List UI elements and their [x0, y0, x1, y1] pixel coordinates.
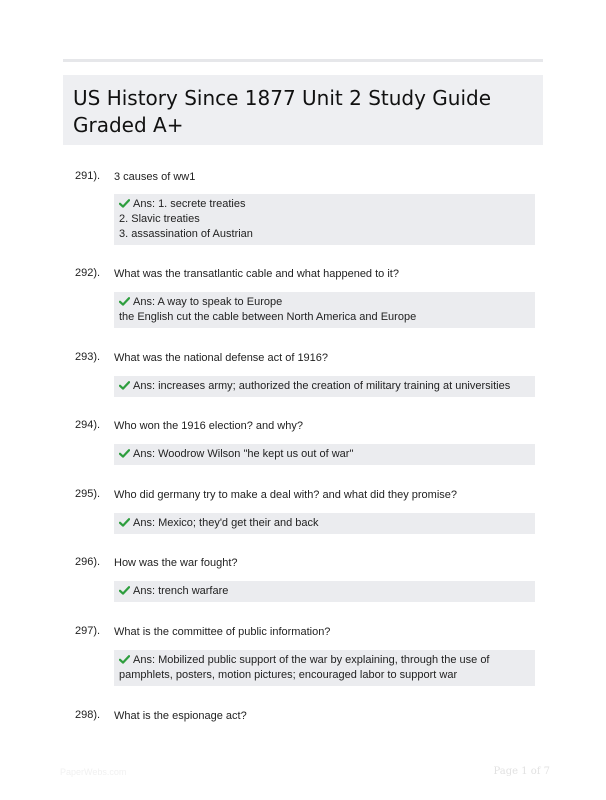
question-number: 294). — [75, 419, 101, 431]
answer-box — [114, 581, 535, 602]
question-number: 297). — [75, 625, 101, 637]
footer-watermark: PaperWebs.com — [60, 767, 127, 777]
question-text: How was the war fought? — [114, 557, 238, 569]
answer-line — [119, 379, 530, 394]
answer-line: the English cut the cable between North America and Europe — [119, 311, 417, 323]
answer-box — [114, 292, 535, 328]
question-number: 296). — [75, 556, 101, 568]
answer-text: Ans: Mobilized public support of the war by explaining, through the use of — [133, 654, 490, 666]
answer-line: 2. Slavic treaties — [119, 213, 200, 225]
question-number: 291). — [75, 170, 101, 182]
question-text: What was the transatlantic cable and what happened to it? — [114, 268, 399, 280]
answer-line — [119, 197, 530, 212]
question-text: 3 causes of ww1 — [114, 171, 196, 183]
answer-box — [114, 650, 535, 686]
title-banner — [63, 75, 543, 145]
question-number: 295). — [75, 488, 101, 500]
top-divider — [63, 59, 543, 62]
question-number: 293). — [75, 351, 101, 363]
answer-text: Ans: increases army; authorized the creation of military training at universities — [133, 380, 511, 392]
question-text: What is the committee of public information? — [114, 626, 331, 638]
page-number: Page 1 of 7 — [493, 766, 550, 777]
page-title: US History Since 1877 Unit 2 Study Guide Graded A+ — [73, 86, 492, 137]
check-icon — [119, 199, 130, 208]
answer-line: 3. assassination of Austrian — [119, 228, 253, 240]
answer-text: Ans: A way to speak to Europe — [133, 296, 283, 308]
question-text: What is the espionage act? — [114, 710, 247, 722]
answer-line: pamphlets, posters, motion pictures; encouraged labor to support war — [119, 669, 458, 681]
check-icon — [119, 586, 130, 595]
answer-text: Ans: Woodrow Wilson "he kept us out of war" — [133, 448, 354, 460]
question-text: Who did germany try to make a deal with? and what did they promise? — [114, 489, 458, 501]
answer-box — [114, 513, 535, 534]
answer-box — [114, 194, 535, 245]
answer-text: Ans: trench warfare — [133, 585, 229, 597]
check-icon — [119, 449, 130, 458]
answer-box — [114, 444, 535, 465]
check-icon — [119, 381, 130, 390]
answer-line — [119, 447, 530, 462]
question-number: 298). — [75, 709, 101, 721]
check-icon — [119, 655, 130, 664]
answer-box — [114, 376, 535, 397]
answer-line — [119, 653, 530, 668]
question-text: Who won the 1916 election? and why? — [114, 420, 303, 432]
answer-line — [119, 516, 530, 531]
question-number: 292). — [75, 267, 101, 279]
check-icon — [119, 297, 130, 306]
answer-line — [119, 295, 530, 310]
answer-text: Ans: Mexico; they'd get their and back — [133, 517, 319, 529]
answer-text: Ans: 1. secrete treaties — [133, 198, 246, 210]
answer-line — [119, 584, 530, 599]
check-icon — [119, 518, 130, 527]
question-text: What was the national defense act of 1916? — [114, 352, 329, 364]
